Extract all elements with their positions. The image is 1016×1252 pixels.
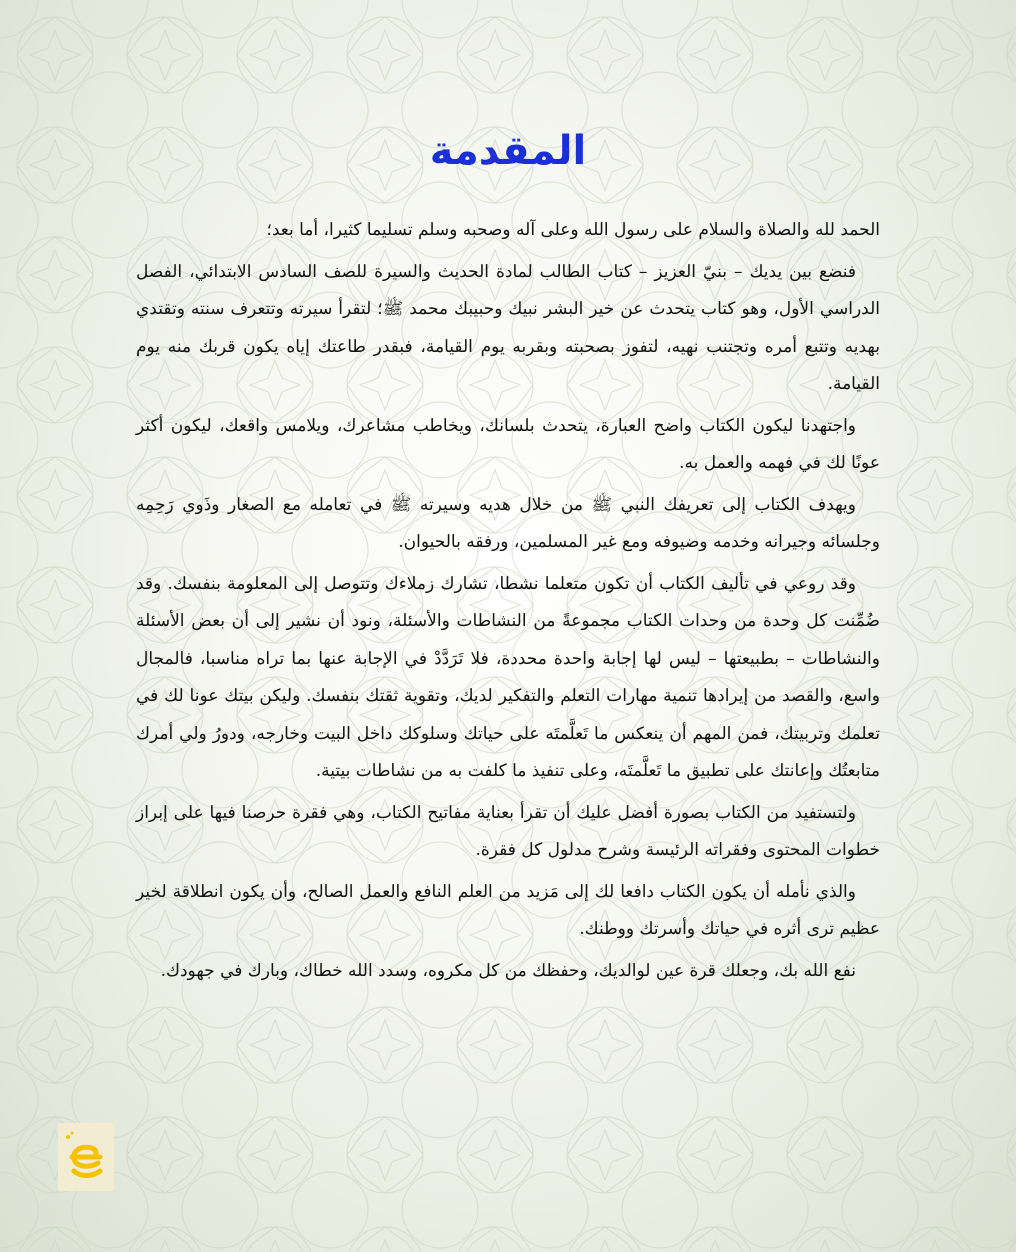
paragraph-opening: الحمد لله والصلاة والسلام على رسول الله وعلى آله وصحبه وسلم تسليما كثيرا، أما بعد؛ — [266, 220, 880, 240]
paragraph-book-purpose: فنضع بين يديك – بنيّ العزيز – كتاب الطالب لمادة الحديث والسيرة للصف السادس الابتدائي، الفصل الدراسي الأول، وهو كتاب يتحدث عن خير البشر نبيك وحبيبك محمد ﷺ؛ لتقرأ سيرته وتتعرف سنته وتقتدي بهديه وتتبع أمره وتجتنب نهيه، لتفوز بصحبته وبقربه يوم القيامة، فبقدر طاعتك إياه يكون قربك منه يوم القيامة. — [136, 261, 880, 394]
introduction-text — [136, 212, 880, 994]
paragraph-clarity: واجتهدنا ليكون الكتاب واضح العبارة، يتحدث بلسانك، ويخاطب مشاعرك، ويلامس واقعك، ليكون أكثر عونًا لك في فهمه والعمل به. — [136, 415, 880, 473]
page-title: المقدمة — [429, 128, 587, 174]
paragraph-book-keys: ولتستفيد من الكتاب بصورة أفضل عليك أن تقرأ بعناية مفاتيح الكتاب، وهي فقرة حرصنا فيها على إبراز خطوات المحتوى وفقراته الرئيسة وشرح مدلول كل فقرة. — [136, 802, 880, 860]
paragraph-closing-prayer: نفع الله بك، وجعلك قرة عين لوالديك، وحفظك من كل مكروه، وسدد الله خطاك، وبارك في جهودك. — [160, 960, 856, 981]
paragraph-hope: والذي نأمله أن يكون الكتاب دافعا لك إلى مَزيد من العلم النافع والعمل الصالح، وأن يكون انطلاقة لخير عظيم ترى أثره في حياتك وأسرتك ووطنك. — [136, 881, 880, 939]
paragraph-active-learning: وقد روعي في تأليف الكتاب أن تكون متعلما نشطا، تشارك زملاءك وتتوصل إلى المعلومة بنفسك. وقد ضُمِّنت كل وحدة من وحدات الكتاب مجموعةً من النشاطات والأسئلة، ونود أن نشير إلى أن بعض الأسئلة والنشاطات – بطبيعتها – ليس لها إجابة واحدة محددة، فلا تَرَدَّدْ في الإجابة عنها بما تراه مناسبا، فالمجال واسع، والقصد من إيرادها تنمية مهارات التعلم والتفكير لديك، وتقوية ثقتك بنفسك. وليكن بيتك عونا لك في تعلمك وتربيتك، فمن المهم أن ينعكس ما تَعلَّمتَه على حياتك وسلوكك داخل البيت وخارجه، ودورُ ولي أمرك متابعتُك وإعانتك على تطبيق ما تَعلَّمتَه، وعلى تنفيذ ما كلفت به من نشاطات بيتية. — [136, 573, 880, 781]
logo-icon — [58, 1123, 114, 1191]
publisher-logo — [58, 1123, 114, 1191]
paragraph-goals: ويهدف الكتاب إلى تعريفك النبي ﷺ من خلال هديه وسيرته ﷺ في تعامله مع الصغار وذَوي رَحِمِه وجلسائه وجيرانه وخدمه وضيوفه ومع غير المسلمين، ورفقه بالحيوان. — [136, 494, 880, 552]
